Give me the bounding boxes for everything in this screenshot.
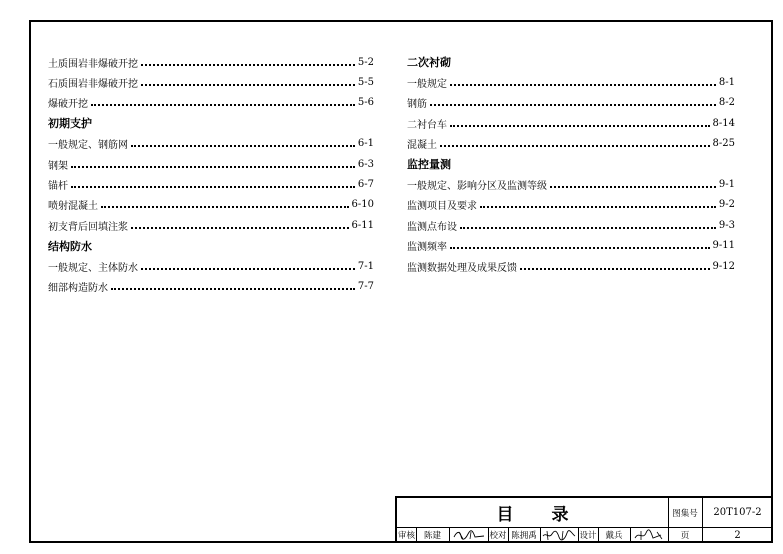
toc-left-column — [48, 52, 374, 297]
toc-entry — [407, 113, 735, 133]
toc-entry-page: 5-5 — [357, 77, 374, 89]
toc-entry-title: 一般规定 — [407, 79, 447, 91]
toc-entry — [407, 134, 735, 154]
toc-heading-text: 二次衬砌 — [407, 56, 451, 70]
toc-entry — [407, 93, 735, 113]
toc-leader-dots — [141, 63, 355, 66]
toc-entry-page: 6-3 — [357, 158, 374, 170]
toc-entry-page: 5-6 — [357, 97, 374, 109]
toc-entry-title: 钢架 — [48, 160, 68, 172]
page-title: 目 录 — [496, 505, 585, 525]
toc-entry-title: 土质围岩非爆破开挖 — [48, 58, 138, 70]
toc-leader-dots — [71, 185, 355, 188]
toc-entry-page: 9-11 — [712, 240, 735, 252]
toc-entry-title: 爆破开挖 — [48, 99, 88, 111]
design-label: 设计 — [579, 531, 597, 541]
toc-entry-page: 7-7 — [357, 280, 374, 292]
toc-entry-title: 细部构造防水 — [48, 282, 108, 294]
toc-entry — [407, 195, 735, 215]
toc-entry-title: 混凝土 — [407, 140, 437, 152]
toc-entry — [48, 195, 374, 215]
toc-entry-page: 6-10 — [351, 199, 374, 211]
toc-leader-dots — [520, 267, 710, 270]
toc-entry-page: 7-1 — [357, 260, 374, 272]
toc-entry-title: 一般规定、主体防水 — [48, 262, 138, 274]
toc-section-heading — [407, 154, 735, 174]
title-block — [395, 496, 773, 543]
toc-entry — [407, 256, 735, 276]
toc-leader-dots — [141, 83, 355, 86]
toc-leader-dots — [430, 103, 716, 106]
toc-entry-page: 8-2 — [718, 97, 735, 109]
review-label: 审核 — [397, 531, 415, 541]
toc-entry — [48, 52, 374, 72]
toc-heading-text: 监控量测 — [407, 158, 451, 172]
toc-entry — [48, 134, 374, 154]
atlas-number-label: 图集号 — [672, 508, 698, 519]
toc-entry — [48, 256, 374, 276]
toc-entry-page: 8-14 — [712, 117, 735, 129]
toc-entry — [48, 276, 374, 296]
toc-entry-page: 6-11 — [351, 219, 374, 231]
toc-section-heading — [48, 236, 374, 256]
checker-signature — [540, 527, 578, 543]
toc-entry-title: 初支背后回填注浆 — [48, 221, 128, 233]
toc-leader-dots — [440, 144, 710, 147]
toc-leader-dots — [111, 287, 355, 290]
toc-entry-page: 6-7 — [357, 179, 374, 191]
toc-section-heading — [48, 113, 374, 133]
toc-entry — [48, 154, 374, 174]
toc-entry — [48, 174, 374, 194]
toc-leader-dots — [550, 185, 716, 188]
toc-entry-page: 9-2 — [718, 199, 735, 211]
toc-right-column — [407, 52, 735, 276]
toc-entry-title: 监测项目及要求 — [407, 201, 477, 213]
page-number: 2 — [734, 529, 741, 541]
toc-leader-dots — [101, 205, 349, 208]
atlas-number: 20T107-2 — [713, 507, 762, 518]
toc-entry-title: 一般规定、影响分区及监测等级 — [407, 181, 547, 193]
toc-entry-page: 9-3 — [718, 219, 735, 231]
toc-entry-page: 8-25 — [712, 138, 735, 150]
toc-entry-title: 监测点布设 — [407, 221, 457, 233]
toc-entry-page: 9-1 — [718, 179, 735, 191]
toc-entry-page: 6-1 — [357, 138, 374, 150]
toc-leader-dots — [450, 83, 716, 86]
toc-entry-title: 石质围岩非爆破开挖 — [48, 79, 138, 91]
toc-heading-text: 结构防水 — [48, 239, 92, 253]
toc-leader-dots — [450, 124, 710, 127]
toc-leader-dots — [141, 267, 355, 270]
toc-entry — [48, 215, 374, 235]
toc-entry-page: 5-2 — [357, 56, 374, 68]
toc-leader-dots — [460, 226, 716, 229]
toc-entry-title: 喷射混凝土 — [48, 201, 98, 213]
toc-leader-dots — [131, 226, 349, 229]
toc-entry — [407, 215, 735, 235]
toc-entry-page: 8-1 — [718, 77, 735, 89]
toc-entry-title: 一般规定、钢筋网 — [48, 140, 128, 152]
reviewer-name: 陈建 — [423, 531, 441, 541]
toc-entry-title: 锚杆 — [48, 181, 68, 193]
toc-entry-title: 监测数据处理及成果反馈 — [407, 262, 517, 274]
toc-entry — [407, 174, 735, 194]
toc-entry — [407, 72, 735, 92]
toc-entry-title: 钢筋 — [407, 99, 427, 111]
toc-leader-dots — [450, 246, 710, 249]
check-label: 校对 — [489, 531, 507, 541]
toc-entry — [407, 236, 735, 256]
toc-entry — [48, 72, 374, 92]
toc-entry-title: 监测频率 — [407, 242, 447, 254]
toc-leader-dots — [480, 205, 716, 208]
toc-heading-text: 初期支护 — [48, 117, 92, 131]
toc-leader-dots — [131, 144, 355, 147]
toc-leader-dots — [91, 103, 355, 106]
checker-name: 陈拥禹 — [511, 531, 537, 541]
reviewer-signature — [449, 527, 488, 543]
toc-entry-title: 二衬台车 — [407, 119, 447, 131]
page-label: 页 — [680, 531, 690, 541]
toc-entry — [48, 93, 374, 113]
toc-section-heading — [407, 52, 735, 72]
toc-leader-dots — [71, 165, 355, 168]
designer-name: 戴兵 — [605, 531, 623, 541]
toc-entry-page: 9-12 — [712, 260, 735, 272]
designer-signature — [630, 527, 668, 543]
